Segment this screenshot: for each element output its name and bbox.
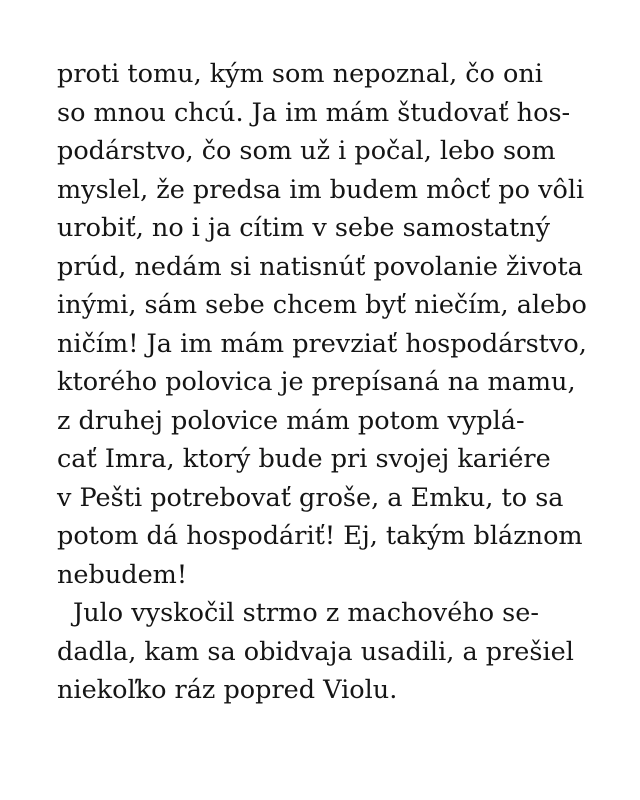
text-line: podárstvo, čo som už i počal, lebo som [57, 136, 556, 166]
paragraph-1 [57, 55, 597, 594]
text-line: dadla, kam sa obidvaja usadili, a prešiel [57, 636, 574, 667]
text-line: prúd, nedám si natisnúť povolanie života [57, 251, 583, 282]
text-line: ničím! Ja im mám prevziať hospodárstvo, [57, 328, 587, 359]
text-line: ktorého polovica je prepísaná na mamu, [57, 367, 576, 397]
text-line: z druhej polovice mám potom vyplá- [57, 405, 525, 436]
body-text [57, 55, 597, 710]
text-line: proti tomu, kým som nepoznal, čo oni [57, 59, 543, 89]
text-line: urobiť, no i ja cítim v sebe samostatný [57, 213, 551, 243]
paragraph-2 [57, 594, 597, 710]
text-line: potom dá hospodáriť! Ej, takým bláznom [57, 521, 583, 551]
text-line: inými, sám sebe chcem byť niečím, alebo [57, 290, 587, 320]
text-line: so mnou chcú. Ja im mám študovať hos- [57, 97, 571, 128]
text-line: v Pešti potrebovať groše, a Emku, to sa [57, 482, 564, 513]
text-line-indented: Julo vyskočil strmo z machového se- [73, 598, 539, 628]
text-line: niekoľko ráz popred Violu. [57, 675, 398, 705]
text-line: cať Imra, ktorý bude pri svojej kariére [57, 444, 551, 474]
text-line: myslel, že predsa im budem môcť po vôli [57, 174, 585, 205]
text-line: nebudem! [57, 559, 188, 590]
